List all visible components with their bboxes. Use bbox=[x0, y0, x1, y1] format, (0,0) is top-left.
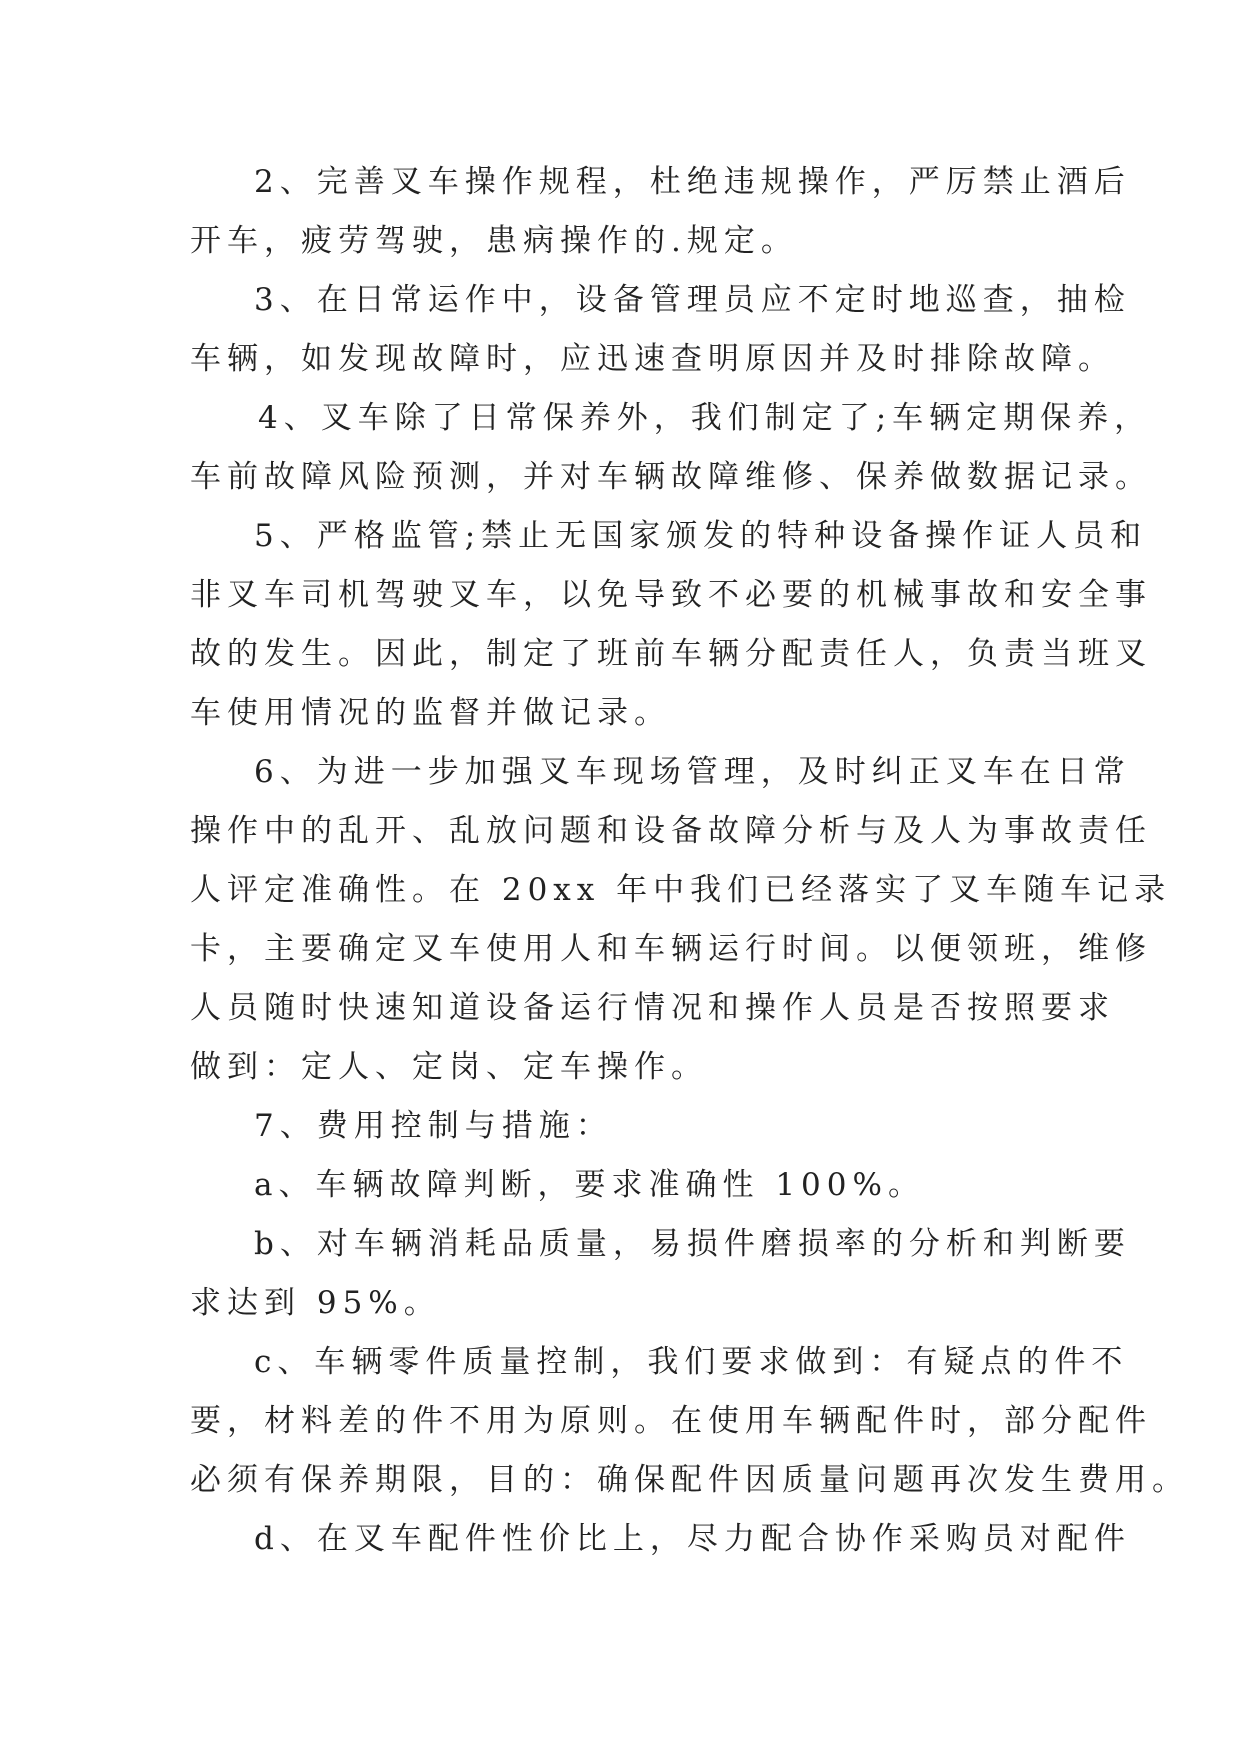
paragraph-3-line-1: 3、在日常运作中，设备管理员应不定时地巡查，抽检 bbox=[254, 282, 1131, 318]
paragraph-2-line-2: 开车，疲劳驾驶，患病操作的.规定。 bbox=[190, 223, 798, 259]
document-body bbox=[190, 153, 1189, 1569]
paragraph-4-line-2: 车前故障风险预测，并对车辆故障维修、保养做数据记录。 bbox=[190, 459, 1152, 495]
paragraph-6-line-1: 6、为进一步加强叉车现场管理，及时纠正叉车在日常 bbox=[254, 754, 1131, 790]
paragraph-5-line-4: 车使用情况的监督并做记录。 bbox=[190, 695, 671, 731]
paragraph-7-heading: 7、费用控制与措施： bbox=[254, 1108, 613, 1144]
item-d-line-1: d、在叉车配件性价比上，尽力配合协作采购员对配件 bbox=[254, 1521, 1131, 1557]
paragraph-6-line-4: 卡，主要确定叉车使用人和车辆运行时间。以便领班，维修 bbox=[190, 931, 1152, 967]
paragraph-5-line-3: 故的发生。因此，制定了班前车辆分配责任人，负责当班叉 bbox=[190, 636, 1152, 672]
paragraph-6-line-5: 人员随时快速知道设备运行情况和操作人员是否按照要求 bbox=[190, 990, 1115, 1026]
paragraph-6-line-3: 人评定准确性。在 20xx 年中我们已经落实了叉车随车记录 bbox=[190, 872, 1172, 908]
item-b-line-1: b、对车辆消耗品质量，易损件磨损率的分析和判断要 bbox=[254, 1226, 1131, 1262]
paragraph-5-line-1: 5、严格监管;禁止无国家颁发的特种设备操作证人员和 bbox=[254, 518, 1148, 554]
item-c-line-2: 要，材料差的件不用为原则。在使用车辆配件时，部分配件 bbox=[190, 1403, 1152, 1439]
item-a-line-1: a、车辆故障判断，要求准确性 100%。 bbox=[254, 1167, 925, 1203]
item-b-line-2: 求达到 95%。 bbox=[190, 1285, 441, 1321]
paragraph-6-line-6: 做到：定人、定岗、定车操作。 bbox=[190, 1049, 708, 1085]
item-c-line-1: c、车辆零件质量控制，我们要求做到：有疑点的件不 bbox=[254, 1344, 1129, 1380]
paragraph-2-line-1: 2、完善叉车操作规程，杜绝违规操作，严厉禁止酒后 bbox=[254, 164, 1131, 200]
paragraph-5-line-2: 非叉车司机驾驶叉车，以免导致不必要的机械事故和安全事 bbox=[190, 577, 1152, 613]
paragraph-6-line-2: 操作中的乱开、乱放问题和设备故障分析与及人为事故责任 bbox=[190, 813, 1152, 849]
item-c-line-3: 必须有保养期限，目的：确保配件因质量问题再次发生费用。 bbox=[190, 1462, 1189, 1498]
paragraph-3-line-2: 车辆，如发现故障时，应迅速查明原因并及时排除故障。 bbox=[190, 341, 1115, 377]
paragraph-4-line-1: 4、叉车除了日常保养外，我们制定了;车辆定期保养， bbox=[258, 400, 1152, 436]
